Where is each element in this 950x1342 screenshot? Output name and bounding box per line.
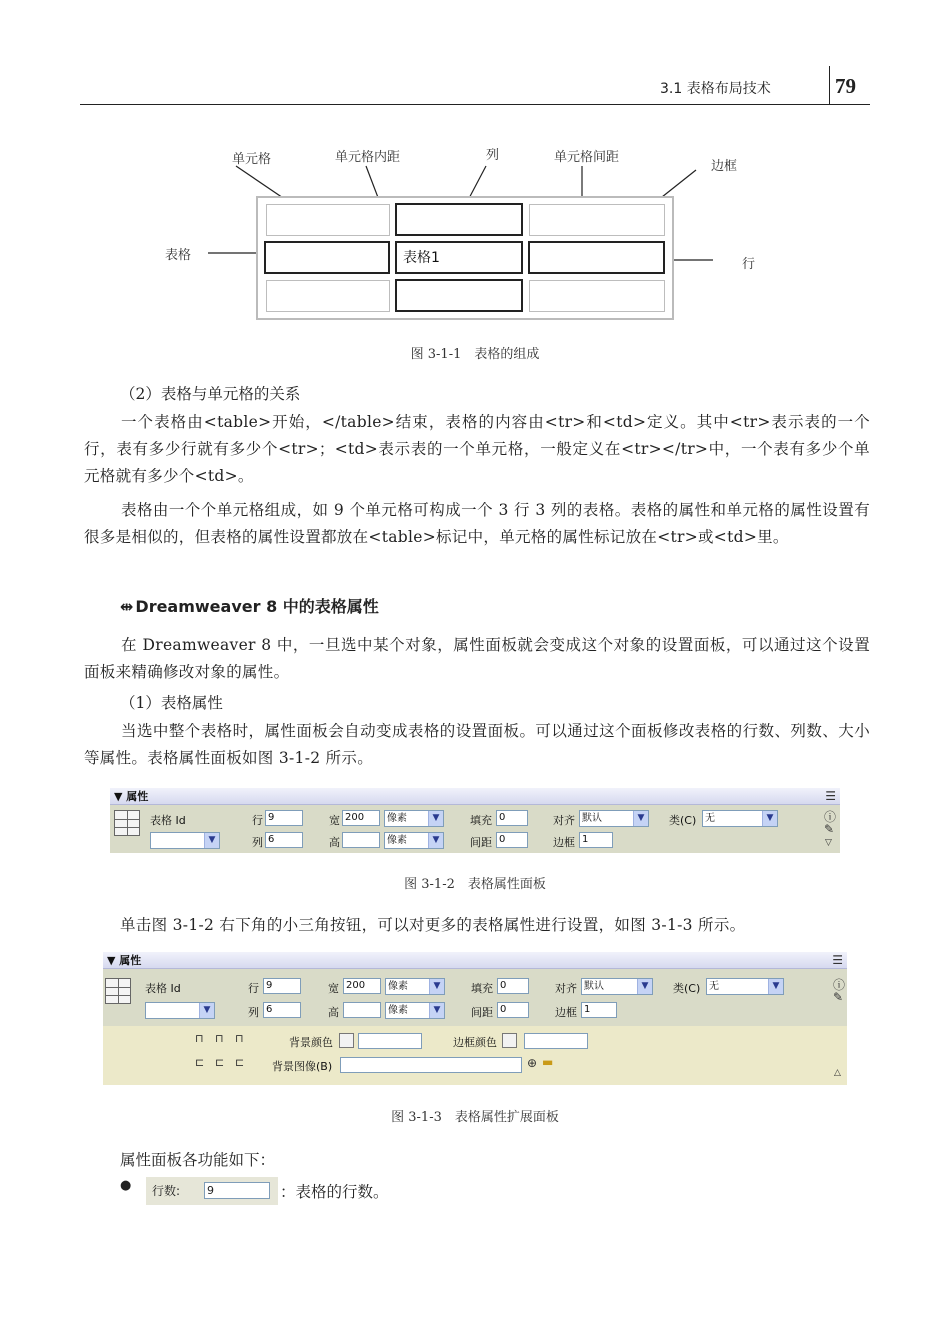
width-unit-select[interactable] bbox=[384, 810, 444, 827]
paragraph: 单击图 3-1-2 右下角的小三角按钮，可以对更多的表格属性进行设置，如图 3-1-3 所示。 bbox=[120, 916, 746, 934]
align-value: 默认 bbox=[584, 981, 604, 992]
cell-label: 表格1 bbox=[403, 250, 440, 266]
height-unit-select[interactable] bbox=[384, 832, 444, 849]
padding-input[interactable]: 0 bbox=[496, 810, 528, 826]
convert-heights-percent-icon[interactable]: ⊏ bbox=[235, 1056, 245, 1069]
figure-caption-3: 图 3-1-3 表格属性扩展面板 bbox=[391, 1110, 559, 1125]
border-color-label: 边框颜色 bbox=[453, 1036, 497, 1049]
label-row: 行 bbox=[742, 257, 756, 272]
paragraph: 表格由一个个单元格组成，如 9 个单元格可构成一个 3 行 3 列的表格。表格的属性和单元格的属性设置有很多是相似的，但表格的属性设置都放在<table>标记中，单元格的属性标记放在<tr>或<td>里。 bbox=[84, 501, 870, 546]
border-input[interactable]: 1 bbox=[579, 832, 613, 848]
running-header: 3.1 表格布局技术 bbox=[660, 81, 771, 97]
options-menu-icon[interactable]: ☰ bbox=[832, 953, 843, 967]
rows-label: 行 bbox=[252, 814, 263, 827]
table-icon bbox=[105, 978, 131, 1004]
chevron-down-icon: ▼ bbox=[633, 811, 648, 826]
table-id-select[interactable] bbox=[150, 832, 220, 849]
rows-input[interactable]: 9 bbox=[263, 978, 301, 994]
unit-value: 像素 bbox=[388, 1005, 408, 1016]
align-label: 对齐 bbox=[553, 814, 575, 827]
rows-field-label: 行数: bbox=[152, 1184, 181, 1198]
help-icon[interactable]: ⓘ bbox=[824, 810, 837, 824]
table-cell bbox=[529, 280, 665, 312]
rows-field-input: 9 bbox=[204, 1182, 270, 1199]
cols-input[interactable]: 6 bbox=[263, 1002, 301, 1018]
table-cell bbox=[264, 241, 390, 274]
collapse-triangle-icon[interactable]: △ bbox=[834, 1068, 841, 1078]
figure-caption-2: 图 3-1-2 表格属性面板 bbox=[404, 877, 546, 892]
property-panel bbox=[110, 788, 840, 853]
heading-text: Dreamweaver 8 中的表格属性 bbox=[135, 597, 379, 616]
cols-label: 列 bbox=[248, 1006, 259, 1019]
table-cell bbox=[395, 279, 523, 312]
chevron-down-icon: ▼ bbox=[429, 979, 444, 994]
bullet-description: ：表格的行数。 bbox=[280, 1183, 389, 1201]
unit-value: 像素 bbox=[388, 981, 408, 992]
bg-image-input[interactable] bbox=[340, 1057, 522, 1073]
spacing-label: 间距 bbox=[470, 836, 492, 849]
table-cell bbox=[529, 204, 665, 236]
table-cell bbox=[395, 241, 523, 274]
class-label: 类(C) bbox=[669, 814, 697, 827]
bg-color-input[interactable] bbox=[358, 1033, 422, 1049]
class-select[interactable] bbox=[706, 978, 784, 995]
table-icon bbox=[114, 810, 140, 836]
paragraph: 一个表格由<table>开始，</table>结束，表格的内容由<tr>和<td>定义。其中<tr>表示表的一个行，表有多少行就有多少个<tr>；<td>表示表的一个单元格，一般定义在<tr></tr>中，一个表有多少个单元格就有多少个<td>。 bbox=[84, 413, 870, 485]
label-cell-padding: 单元格内距 bbox=[335, 150, 401, 165]
rows-label: 行 bbox=[248, 982, 259, 995]
align-select[interactable] bbox=[579, 810, 649, 827]
width-label: 宽 bbox=[329, 814, 340, 827]
align-label: 对齐 bbox=[555, 982, 577, 995]
bg-color-label: 背景颜色 bbox=[289, 1036, 333, 1049]
border-color-input[interactable] bbox=[524, 1033, 588, 1049]
label-column: 列 bbox=[486, 148, 500, 163]
table-cell bbox=[395, 203, 523, 236]
border-label: 边框 bbox=[555, 1006, 577, 1019]
height-label: 高 bbox=[329, 836, 340, 849]
subsection-title: （1）表格属性 bbox=[120, 694, 223, 712]
class-value: 无 bbox=[705, 813, 715, 824]
page-number: 79 bbox=[835, 74, 856, 98]
rows-input[interactable]: 9 bbox=[265, 810, 303, 826]
chevron-down-icon: ▼ bbox=[428, 811, 443, 826]
width-label: 宽 bbox=[328, 982, 339, 995]
unit-value: 像素 bbox=[387, 813, 407, 824]
bg-image-label: 背景图像(B) bbox=[272, 1060, 333, 1073]
point-to-file-icon[interactable]: ⊕ bbox=[527, 1056, 538, 1070]
convert-widths-percent-icon[interactable]: ⊓ bbox=[235, 1032, 244, 1045]
help-icon[interactable]: ⓘ bbox=[833, 978, 846, 992]
height-label: 高 bbox=[328, 1006, 339, 1019]
border-label: 边框 bbox=[553, 836, 575, 849]
folder-icon[interactable]: ▬ bbox=[542, 1055, 554, 1069]
table-cell bbox=[528, 241, 665, 274]
expand-triangle-icon[interactable]: ▽ bbox=[825, 838, 832, 848]
list-intro: 属性面板各功能如下： bbox=[120, 1151, 276, 1169]
table-id-label: 表格 Id bbox=[145, 982, 181, 995]
panel-title-bar[interactable]: ▼ 属性 bbox=[110, 788, 840, 805]
clear-row-heights-icon[interactable]: ⊓ bbox=[195, 1032, 204, 1045]
align-value: 默认 bbox=[582, 813, 602, 824]
cols-label: 列 bbox=[252, 836, 263, 849]
spacing-input[interactable]: 0 bbox=[497, 1002, 529, 1018]
panel-title-bar[interactable]: ▼ 属性 bbox=[103, 952, 847, 969]
spacing-label: 间距 bbox=[471, 1006, 493, 1019]
width-unit-select[interactable] bbox=[385, 978, 445, 995]
height-input[interactable] bbox=[343, 1002, 381, 1018]
padding-label: 填充 bbox=[470, 814, 492, 827]
table-id-select[interactable] bbox=[145, 1002, 215, 1019]
label-table: 表格 bbox=[165, 248, 192, 263]
table-cell bbox=[266, 280, 390, 312]
convert-widths-pixels-icon[interactable]: ⊓ bbox=[215, 1032, 224, 1045]
paragraph: 在 Dreamweaver 8 中，一旦选中某个对象，属性面板就会变成这个对象的设置面板，可以通过这个设置面板来精确修改对象的属性。 bbox=[84, 636, 870, 681]
chevron-down-icon: ▼ bbox=[762, 811, 777, 826]
convert-heights-pixels-icon[interactable]: ⊏ bbox=[215, 1056, 225, 1069]
label-cell: 单元格 bbox=[232, 152, 272, 167]
subsection-title: （2）表格与单元格的关系 bbox=[120, 385, 301, 403]
class-value: 无 bbox=[709, 981, 719, 992]
options-menu-icon[interactable]: ☰ bbox=[825, 789, 836, 803]
chevron-down-icon: ▼ bbox=[204, 833, 219, 848]
class-select[interactable] bbox=[702, 810, 778, 827]
chevron-down-icon: ▼ bbox=[637, 979, 652, 994]
spacing-input[interactable]: 0 bbox=[496, 832, 528, 848]
table-id-label: 表格 Id bbox=[150, 814, 186, 827]
property-panel-expanded bbox=[103, 952, 847, 1085]
border-input[interactable]: 1 bbox=[581, 1002, 617, 1018]
height-unit-select[interactable] bbox=[385, 1002, 445, 1019]
chevron-down-icon: ▼ bbox=[768, 979, 783, 994]
class-label: 类(C) bbox=[673, 982, 701, 995]
width-input[interactable]: 200 bbox=[343, 978, 381, 994]
leader-border bbox=[662, 170, 696, 197]
clear-column-widths-icon[interactable]: ⊏ bbox=[195, 1056, 205, 1069]
paragraph: 当选中整个表格时，属性面板会自动变成表格的设置面板。可以通过这个面板修改表格的行数、列数、大小等属性。表格属性面板如图 3-1-2 所示。 bbox=[84, 722, 870, 767]
section-heading bbox=[120, 594, 379, 617]
cols-input[interactable]: 6 bbox=[265, 832, 303, 848]
align-select[interactable] bbox=[581, 978, 653, 995]
diagram-table bbox=[256, 196, 674, 320]
unit-value: 像素 bbox=[387, 835, 407, 846]
rows-field-sample bbox=[146, 1177, 278, 1205]
edit-icon[interactable]: ✎ bbox=[833, 990, 844, 1004]
height-input[interactable] bbox=[342, 832, 380, 848]
table-cell bbox=[266, 204, 390, 236]
chevron-down-icon: ▼ bbox=[429, 1003, 444, 1018]
edit-icon[interactable]: ✎ bbox=[824, 822, 835, 836]
label-border: 边框 bbox=[711, 159, 738, 174]
border-color-swatch[interactable] bbox=[502, 1033, 517, 1048]
bg-color-swatch[interactable] bbox=[339, 1033, 354, 1048]
chevron-down-icon: ▼ bbox=[428, 833, 443, 848]
chevron-down-icon: ▼ bbox=[199, 1003, 214, 1018]
bullet-icon: ● bbox=[120, 1178, 132, 1193]
padding-label: 填充 bbox=[471, 982, 493, 995]
padding-input[interactable]: 0 bbox=[497, 978, 529, 994]
width-input[interactable]: 200 bbox=[342, 810, 380, 826]
figure-caption-1: 图 3-1-1 表格的组成 bbox=[410, 347, 540, 362]
dreamweaver-icon: ⇹ bbox=[120, 597, 134, 616]
label-cell-spacing: 单元格间距 bbox=[554, 150, 620, 165]
